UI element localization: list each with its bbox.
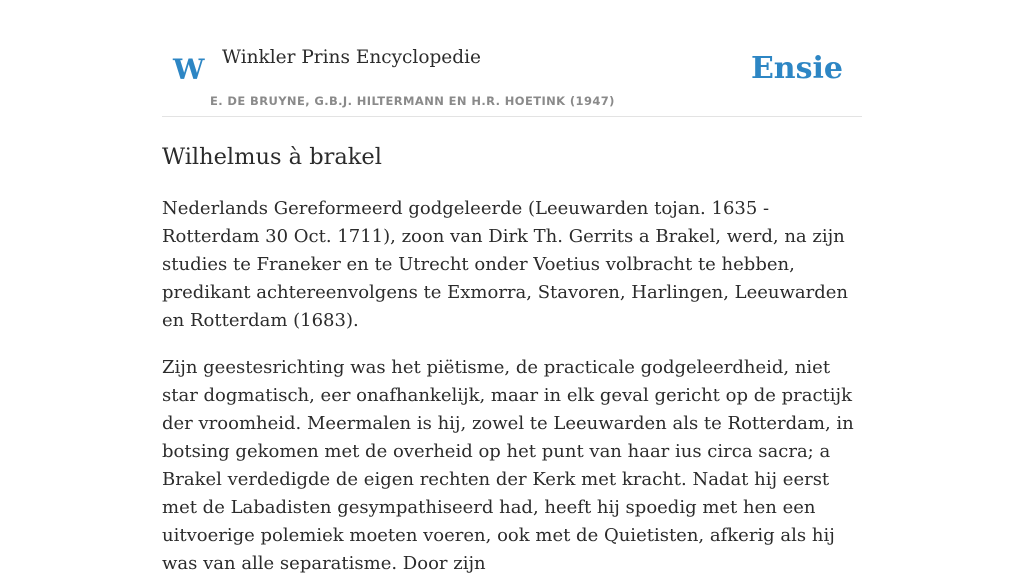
source-authors: E. DE BRUYNE, G.B.J. HILTERMANN EN H.R. HOETINK (1947)	[210, 94, 615, 108]
source-title[interactable]: Winkler Prins Encyclopedie	[222, 47, 481, 68]
article-page	[162, 0, 862, 574]
article-paragraph: Zijn geestesrichting was het piëtisme, de practicale godgeleerdheid, niet star dogmatisch, eer onafhankelijk, maar in elk geval gericht op de practijk der vroomheid. Meermalen is hij, zowel te Leeuwarden als te Rotterdam, in botsing gekomen met de overheid op het punt van haar ius circa sacra; a Brakel verdedigde de eigen rechten der Kerk met kracht. Nadat hij eerst met de Labadisten gesympathiseerd had, heeft hij spoedig met hen een uitvoerige polemiek moeten voeren, ook met de Quietisten, afkerig als hij was van alle separatisme. Door zijn	[162, 357, 854, 574]
article-title: Wilhelmus à brakel	[162, 144, 382, 170]
source-logo[interactable]: W	[173, 53, 205, 86]
article-paragraph: Nederlands Gereformeerd godgeleerde (Leeuwarden tojan. 1635 - Rotterdam 30 Oct. 1711), zoon van Dirk Th. Gerrits a Brakel, werd, na zijn studies te Franeker en te Utrecht onder Voetius volbracht te hebben, predikant achtereenvolgens te Exmorra, Stavoren, Harlingen, Leeuwarden en Rotterdam (1683).	[162, 198, 849, 331]
article-body	[162, 195, 862, 578]
brand-logo[interactable]: Ensie	[750, 51, 843, 86]
source-header	[162, 0, 862, 117]
